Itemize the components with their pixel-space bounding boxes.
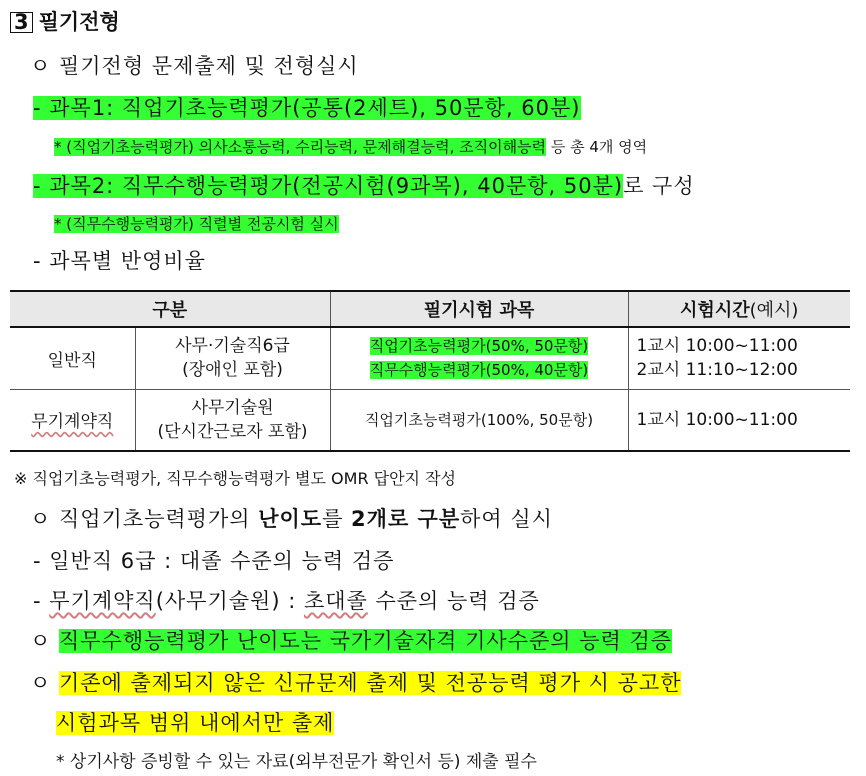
cell-line: 1교시 10:00~11:00 bbox=[636, 409, 798, 430]
cell-time bbox=[628, 389, 850, 451]
section-number: 3 bbox=[10, 12, 33, 33]
line-text: (사무기술원) : bbox=[155, 589, 304, 613]
cell-category bbox=[10, 389, 135, 451]
note-new-questions-cont bbox=[56, 707, 334, 737]
section-title: 필기전형 bbox=[38, 10, 120, 34]
note-omr bbox=[14, 466, 456, 489]
cell-line: 2교시 11:10~12:00 bbox=[636, 360, 798, 381]
line-written-exam bbox=[30, 50, 359, 80]
line-ratio bbox=[33, 245, 206, 275]
cell-line-highlighted: 직업기초능력평가(50%, 50문항) bbox=[369, 337, 589, 356]
cell-subject bbox=[330, 327, 628, 389]
cell-line: 사무·기술직6급 bbox=[175, 336, 290, 357]
note-difficulty bbox=[30, 503, 553, 533]
table-header-row bbox=[10, 291, 850, 327]
line-text-underlined: 초대졸 bbox=[303, 589, 368, 613]
header-category: 구분 bbox=[10, 291, 330, 327]
cell-line: 직업기초능력평가(100%, 50문항) bbox=[364, 410, 594, 429]
line-subject1-detail bbox=[54, 136, 647, 157]
header-subject: 필기시험 과목 bbox=[330, 291, 628, 327]
table-row bbox=[10, 389, 850, 451]
line-subject2-detail bbox=[54, 213, 339, 234]
note-new-questions bbox=[30, 667, 681, 697]
line-text-underlined: 무기계약직 bbox=[49, 589, 156, 613]
line-text: - 일반직 6급 : 대졸 수준의 능력 검증 bbox=[33, 549, 395, 573]
cell-position bbox=[135, 389, 330, 451]
line-text: 수준의 능력 검증 bbox=[367, 589, 540, 613]
cell-text: 무기계약직 bbox=[31, 412, 114, 433]
line-text-bold: 2개로 구분 bbox=[351, 507, 461, 531]
line-text-highlighted: 직무수행능력평가 난이도는 국가기술자격 기사수준의 능력 검증 bbox=[58, 629, 673, 653]
note-job-level bbox=[30, 625, 672, 655]
line-text: - bbox=[33, 589, 50, 613]
section-heading bbox=[10, 6, 120, 36]
line-text: 하여 실시 bbox=[460, 507, 553, 531]
cell-line: (장애인 포함) bbox=[182, 360, 283, 381]
line-text: ㅇ bbox=[30, 629, 59, 653]
exam-table bbox=[10, 290, 850, 452]
header-time bbox=[628, 291, 850, 327]
cell-line: 사무기술원 bbox=[191, 397, 274, 418]
header-time-note: (예시) bbox=[749, 300, 799, 321]
note-contract bbox=[33, 585, 540, 615]
cell-line: 1교시 10:00~11:00 bbox=[636, 336, 798, 357]
line-text: - 과목1: 직업기초능력평가(공통(2세트), 50문항, 60분) bbox=[33, 96, 581, 120]
line-text: * 상기사항 증빙할 수 있는 자료(외부전문가 확인서 등) 제출 필수 bbox=[56, 752, 537, 772]
cell-time bbox=[628, 327, 850, 389]
line-text-highlighted: 시험과목 범위 내에서만 출제 bbox=[56, 711, 335, 735]
line-text: 를 bbox=[322, 507, 352, 531]
cell-line-highlighted: 직무수행능력평가(50%, 40문항) bbox=[369, 361, 589, 380]
cell-category: 일반직 bbox=[10, 327, 135, 389]
note-general bbox=[33, 545, 394, 575]
line-text: ※ 직업기초능력평가, 직무수행능력평가 별도 OMR 답안지 작성 bbox=[14, 469, 457, 488]
line-text-bold: 난이도 bbox=[258, 507, 323, 531]
header-time-label: 시험시간 bbox=[680, 300, 750, 321]
line-text: 로 구성 bbox=[623, 174, 695, 198]
line-text: - 과목별 반영비율 bbox=[33, 249, 206, 273]
line-text-highlighted: * (직무수행능력평가) 직렬별 전공시험 실시 bbox=[54, 215, 339, 233]
line-text: ㅇ 필기전형 문제출제 및 전형실시 bbox=[30, 54, 359, 78]
line-text: ㅇ bbox=[30, 671, 59, 695]
line-text-highlighted: 기존에 출제되지 않은 신규문제 출제 및 전공능력 평가 시 공고한 bbox=[58, 671, 682, 695]
cell-line: (단시간근로자 포함) bbox=[157, 421, 308, 442]
line-text: ㅇ 직업기초능력평가의 bbox=[30, 507, 259, 531]
table-row bbox=[10, 327, 850, 389]
line-subject1 bbox=[33, 92, 581, 122]
line-subject2 bbox=[33, 170, 695, 200]
cell-subject bbox=[330, 389, 628, 451]
cell-position bbox=[135, 327, 330, 389]
line-text-highlighted: - 과목2: 직무수행능력평가(전공시험(9과목), 40문항, 50분) bbox=[33, 174, 624, 198]
line-text: 등 총 4개 영역 bbox=[546, 138, 648, 156]
line-text-highlighted: * (직업기초능력평가) 의사소통능력, 수리능력, 문제해결능력, 조직이해능력 bbox=[54, 138, 547, 156]
note-proof bbox=[56, 747, 537, 772]
